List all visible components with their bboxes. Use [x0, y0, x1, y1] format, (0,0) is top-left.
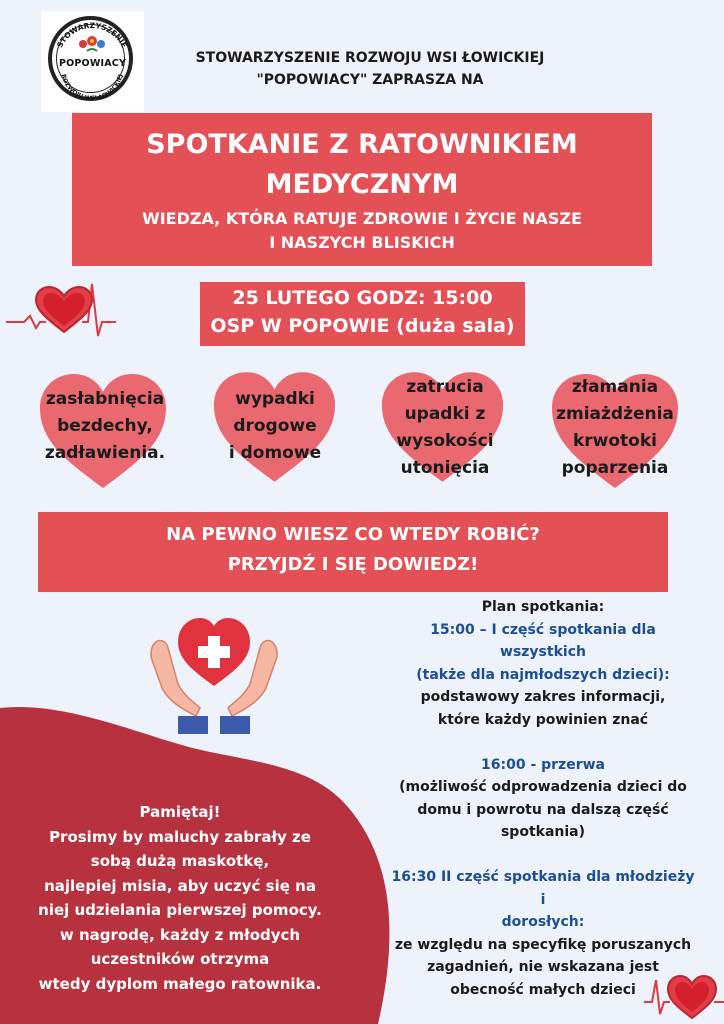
- reminder-text: Pamiętaj! Prosimy by maluchy zabrały ze sobą dużą maskotkę, najlepiej misia, aby uczyć się na niej udzielania pierwszej pomocy. w nagrodę, każdy z młodych uczestników otrzyma wtedy dyplom małego ratownika.: [38, 803, 322, 993]
- title-line-1: SPOTKANIE Z RATOWNIKIEM: [146, 129, 578, 160]
- subtitle-line-1: WIEDZA, KTÓRA RATUJE ZDROWIE I ŻYCIE NASZE: [142, 209, 582, 228]
- event-title: [72, 125, 652, 205]
- event-details-box: [200, 282, 525, 346]
- cta-line-1: NA PEWNO WIESZ CO WTEDY ROBIĆ?: [166, 524, 540, 545]
- organization-header: [150, 47, 590, 91]
- header-line-2: "POPOWIACY" ZAPRASZA NA: [256, 72, 484, 88]
- cta-line-2: PRZYJDŹ I SIĘ DOWIEDZ!: [227, 554, 479, 575]
- topic-1-text: zasłabnięcia bezdechy, zadławienia.: [44, 389, 166, 463]
- call-to-action-banner: [38, 512, 668, 592]
- subtitle-line-2: I NASZYCH BLISKICH: [269, 233, 455, 252]
- header-line-1: STOWARZYSZENIE ROZWOJU WSI ŁOWICKIEJ: [195, 50, 545, 66]
- topic-2-text: wypadki drogowe i domowe: [228, 389, 322, 463]
- svg-text:ROZWOJU WSI ŁOWICKIEJ: [60, 73, 125, 102]
- event-subtitle: [72, 207, 652, 255]
- heartbeat-heart-icon: [6, 276, 116, 340]
- title-line-2: MEDYCZNYM: [265, 169, 459, 200]
- title-banner: [72, 113, 652, 266]
- plan-title: Plan spotkania:: [481, 599, 605, 615]
- meeting-plan: Plan spotkania: 15:00 – I część spotkania dla wszystkich (także dla najmłodszych dzieci): podstawowy zakres informacji, które każdy powinien znać 16:00 - przerwa (możliwość odprowadzenia dzieci do domu i powrotu na dalszą część spotkania) 16:30 II część spotkania dla młodzieży i dorosłych: ze względu na specyfikę poruszanych zagadnień, nie wskazana jest obecność małych dzieci: [384, 596, 702, 1001]
- organization-logo: [41, 11, 144, 112]
- hands-holding-heart-icon: [148, 604, 280, 738]
- heartbeat-heart-icon-bottom: [644, 966, 724, 1024]
- topic-3-text: zatrucia upadki z wysokości utonięcia: [396, 377, 494, 478]
- topic-4-text: złamania zmiażdżenia krwotoki poparzenia: [556, 377, 674, 478]
- event-date: 25 LUTEGO GODZ: 15:00: [232, 287, 493, 309]
- logo-arc-top: STOWARZYSZENIE: [55, 20, 129, 50]
- event-place: OSP W POPOWIE (duża sala): [210, 315, 515, 337]
- logo-arc-bottom: ROZWOJU WSI ŁOWICKIEJ: [59, 73, 125, 103]
- logo-word: POPOWIACY: [58, 58, 127, 69]
